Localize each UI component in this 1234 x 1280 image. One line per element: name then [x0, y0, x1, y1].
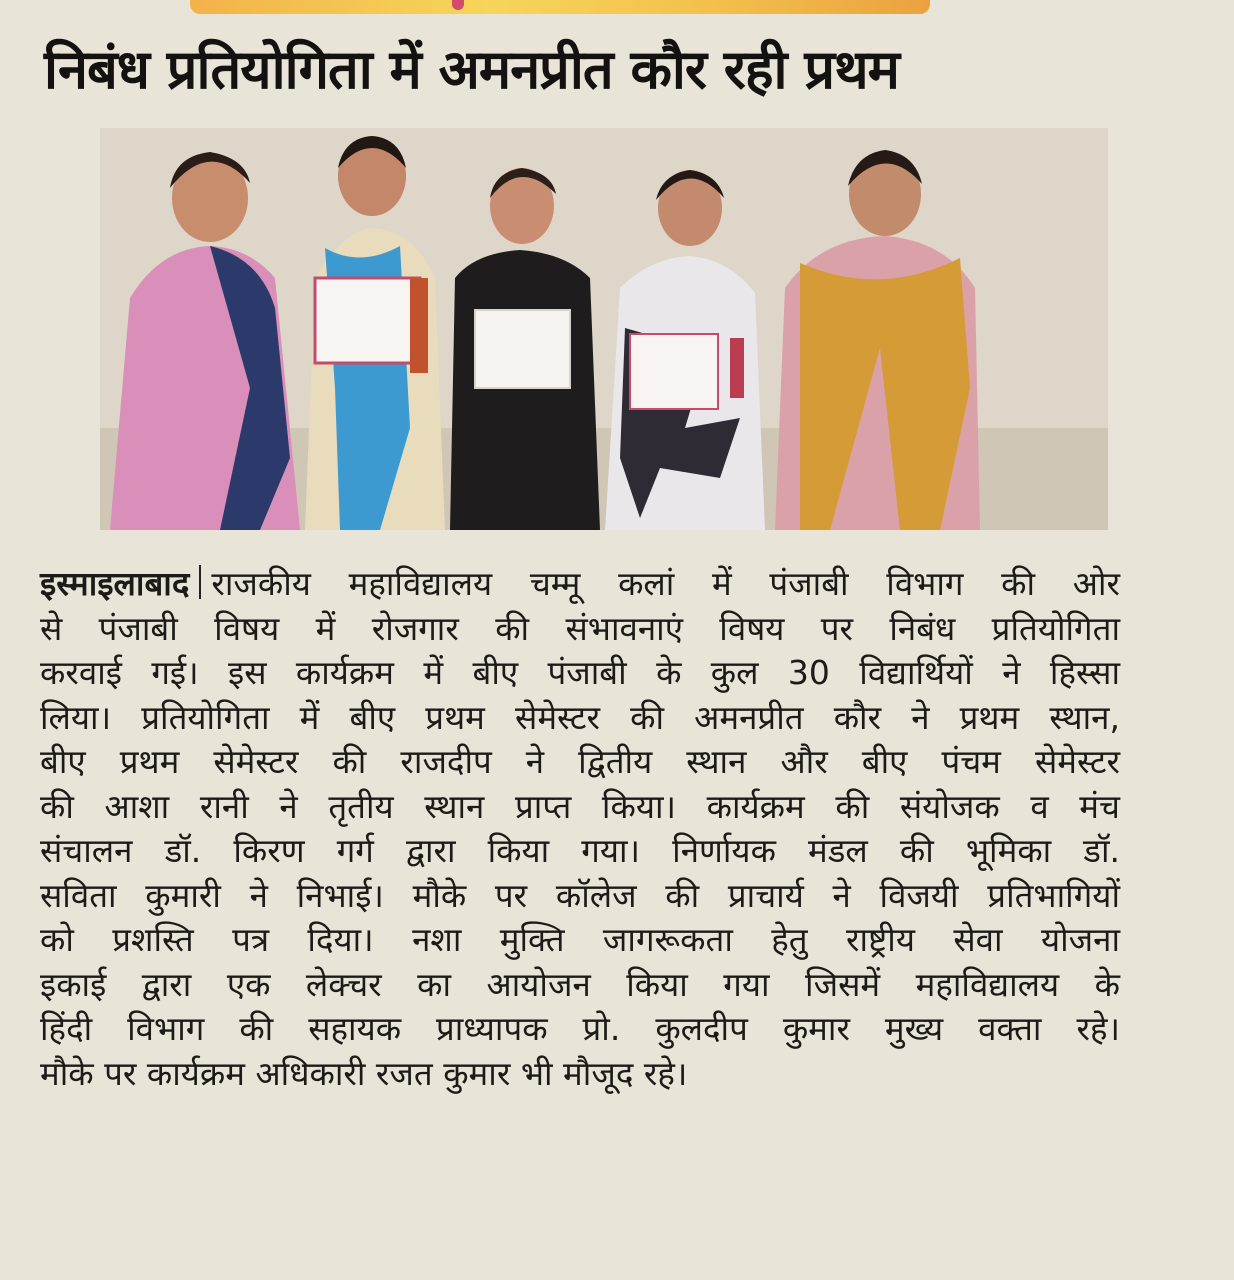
banner-ornament [452, 0, 464, 10]
article-line-6: की आशा रानी ने तृतीय स्थान प्राप्त किया। कार्यक्रम की संयोजक व मंच [40, 786, 1120, 826]
group-photo-icon [100, 128, 1108, 530]
article-line-12: मौके पर कार्यक्रम अधिकारी रजत कुमार भी मौजूद रहे। [40, 1053, 688, 1093]
article-line-2: से पंजाबी विषय में रोजगार की संभावनाएं विषय पर निबंध प्रतियोगिता [40, 608, 1120, 648]
news-photo [100, 128, 1108, 530]
article-line-1-text: राजकीय महाविद्यालय चम्मू कलां में पंजाबी विभाग की ओर [211, 564, 1120, 603]
dateline: इस्माइलाबाद [40, 564, 190, 603]
top-banner-strip [190, 0, 930, 14]
article-line-8: सविता कुमारी ने निभाई। मौके पर कॉलेज की प्राचार्य ने विजयी प्रतिभागियों [40, 875, 1120, 915]
article-line-4: लिया। प्रतियोगिता में बीए प्रथम सेमेस्टर की अमनप्रीत कौर ने प्रथम स्थान, [40, 697, 1120, 737]
dateline-separator [199, 565, 201, 599]
article-line-1 [40, 562, 1120, 607]
article-line-11: हिंदी विभाग की सहायक प्राध्यापक प्रो. कुलदीप कुमार मुख्य वक्ता रहे। [40, 1009, 1120, 1048]
article-line-9: को प्रशस्ति पत्र दिया। नशा मुक्ति जागरूकता हेतु राष्ट्रीय सेवा योजना [40, 920, 1120, 959]
article-line-10: इकाई द्वारा एक लेक्चर का आयोजन किया गया जिसमें महाविद्यालय के [40, 964, 1120, 1004]
article-line-5: बीए प्रथम सेमेस्टर की राजदीप ने द्वितीय स्थान और बीए पंचम सेमेस्टर [40, 742, 1120, 781]
article-line-3: करवाई गई। इस कार्यक्रम में बीए पंजाबी के कुल 30 विद्यार्थियों ने हिस्सा [40, 653, 1120, 692]
headline: निबंध प्रतियोगिता में अमनप्रीत कौर रही प्रथम [44, 38, 899, 101]
article-body [40, 562, 1120, 1096]
article-line-7: संचालन डॉ. किरण गर्ग द्वारा किया गया। निर्णायक मंडल की भूमिका डॉ. [40, 831, 1120, 870]
